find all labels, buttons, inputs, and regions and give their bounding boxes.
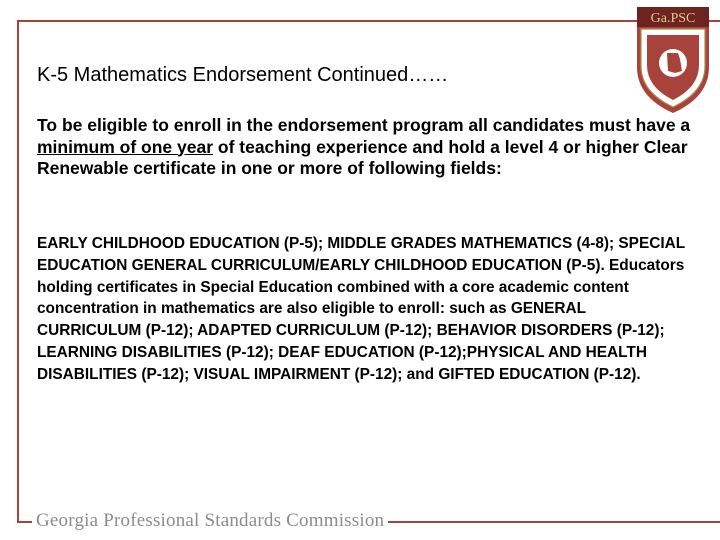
logo-text: Ga.PSC [650,11,696,26]
eligibility-paragraph [37,115,692,180]
footer-organization-name: Georgia Professional Standards Commission [32,510,388,532]
intro-text-end: of teaching experience and hold a level 4 or higher Clear Renewable certificate in one or more of following fields: [37,136,688,178]
certificate-fields-paragraph: EARLY CHILDHOOD EDUCATION (P-5); MIDDLE GRADES MATHEMATICS (4-8); SPECIAL EDUCATION GENERAL CURRICULUM/EARLY CHILDHOOD EDUCATION (P-5). Educators holding certificates in Special Education combined with a core academic content concentration in mathematics are also eligible to enroll: such as GENERAL CURRICULUM (P-12); ADAPTED CURRICULUM (P-12); BEHAVIOR DISORDERS (P-12); LEARNING DISABILITIES (P-12); DEAF EDUCATION (P-12);PHYSICAL AND HEALTH DISABILITIES (P-12); VISUAL IMPAIRMENT (P-12); and GIFTED EDUCATION (P-12). [37,235,685,383]
intro-underlined-requirement: minimum of one year [37,136,214,157]
gapsc-logo-shield-icon [634,5,712,115]
slide-title: K-5 Mathematics Endorsement Continued…… [37,64,449,86]
intro-text-start: To be eligible to enroll in the endorsement program all candidates must have a [37,115,691,135]
